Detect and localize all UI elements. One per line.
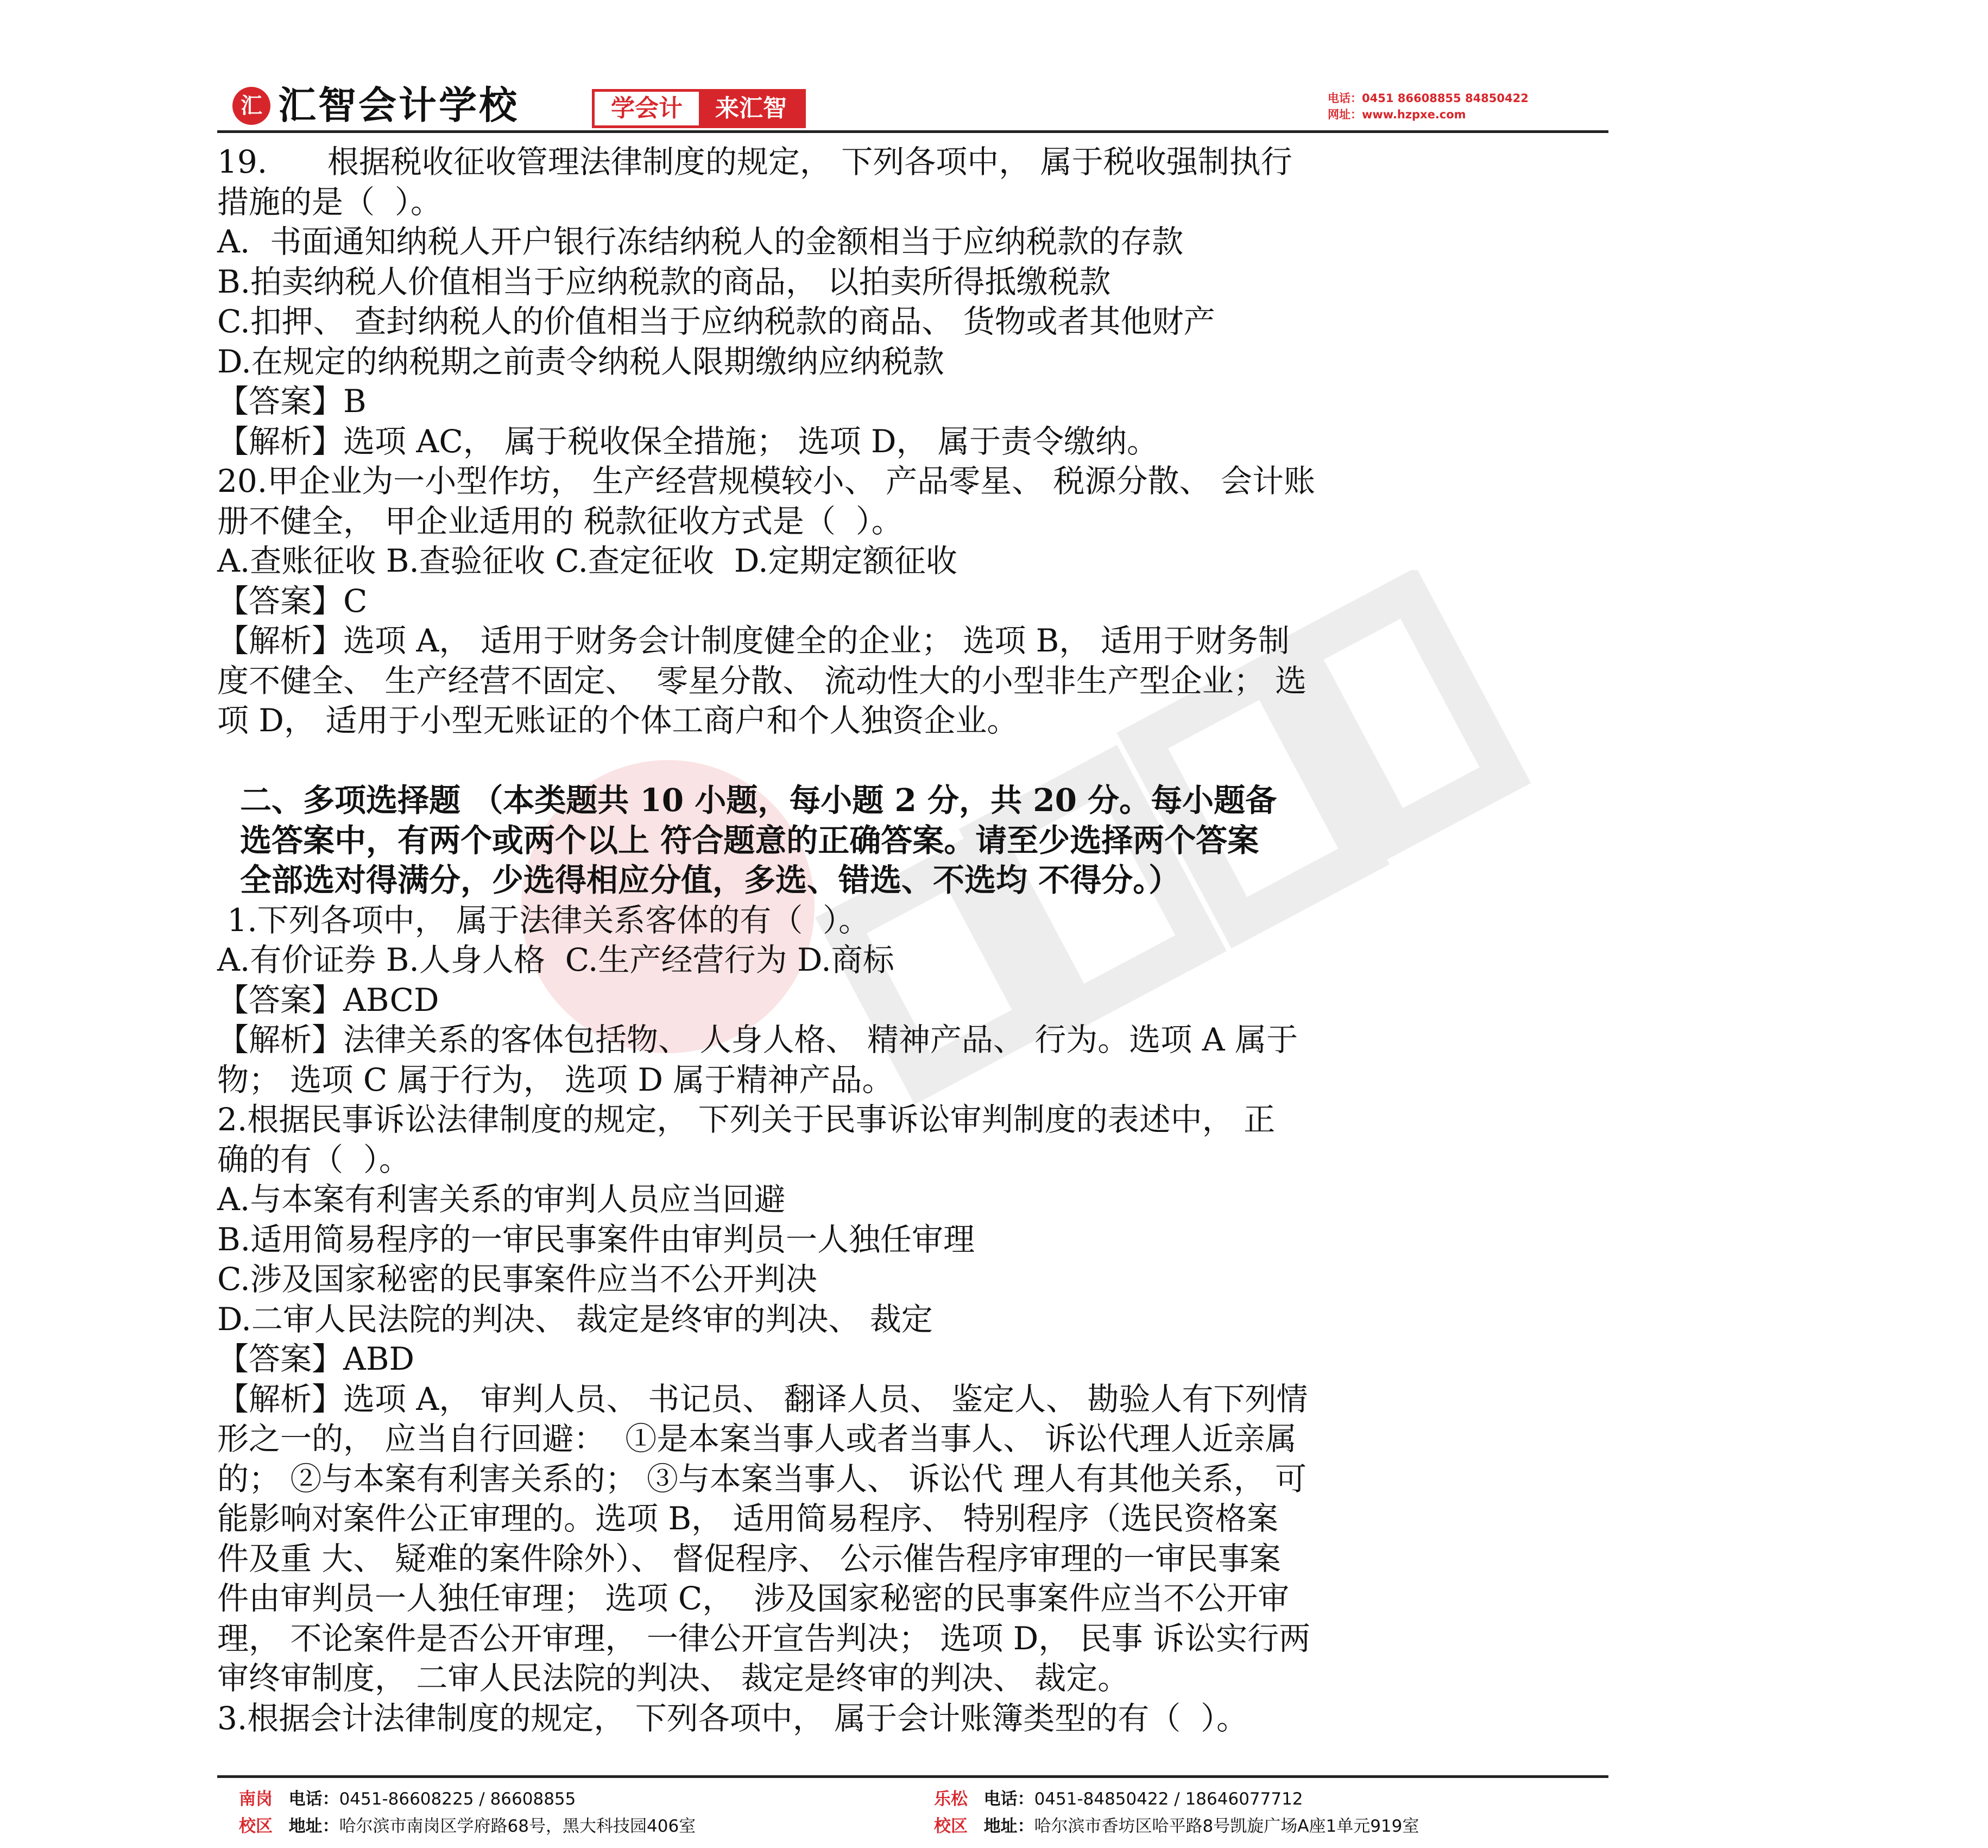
text-line: 件由审判员一人独任审理； 选项 C， 涉及国家秘密的民事案件应当不公开审 bbox=[217, 1580, 1290, 1617]
text-line: 【答案】ABD bbox=[217, 1340, 415, 1377]
text-line: 1.下列各项中， 属于法律关系客体的有（ ）。 bbox=[217, 901, 870, 939]
text-line: 【解析】法律关系的客体包括物、 人身人格、 精神产品、 行为。选项 A 属于 bbox=[217, 1021, 1298, 1058]
page-footer bbox=[217, 1785, 1608, 1839]
logo-icon: 汇 bbox=[232, 87, 270, 125]
text-line: 2.根据民事诉讼法律制度的规定， 下列关于民事诉讼审判制度的表述中， 正 bbox=[217, 1101, 1276, 1138]
text-line: 19. 根据税收征收管理法律制度的规定， 下列各项中， 属于税收强制执行 bbox=[217, 143, 1292, 180]
slogan-left: 学会计 bbox=[595, 92, 699, 125]
campus2-addr-label: 地址： bbox=[983, 1817, 1034, 1836]
section-heading-line: 选答案中，有两个或两个以上 符合题意的正确答案。请至少选择两个答案 bbox=[240, 821, 1259, 859]
text-line: 形之一的， 应当自行回避： ①是本案当事人或者当事人、 诉讼代理人近亲属 bbox=[217, 1420, 1297, 1457]
campus2-address: 哈尔滨市香坊区哈平路8号凯旋广场A座1单元919室 bbox=[1034, 1817, 1419, 1836]
text-line: 物； 选项 C 属于行为， 选项 D 属于精神产品。 bbox=[217, 1061, 894, 1098]
text-line: A. 书面通知纳税人开户银行冻结纳税人的金额相当于应纳税款的存款 bbox=[217, 223, 1184, 260]
text-line: A.有价证券 B.人身人格 C.生产经营行为 D.商标 bbox=[217, 941, 894, 978]
campus1-phone-label: 电话： bbox=[288, 1789, 339, 1809]
text-line: D.在规定的纳税期之前责令纳税人限期缴纳应纳税款 bbox=[217, 343, 944, 380]
text-line: C.涉及国家秘密的民事案件应当不公开判决 bbox=[217, 1261, 817, 1298]
text-line: 确的有（ ）。 bbox=[217, 1141, 411, 1178]
text-line: 审终审制度， 二审人民法院的判决、 裁定是终审的判决、 裁定。 bbox=[217, 1660, 1129, 1697]
campus1-addr-label: 地址： bbox=[288, 1817, 339, 1836]
campus2-name-bottom: 校区 bbox=[934, 1817, 968, 1836]
campus2-phone: 0451-84850422 / 18646077712 bbox=[1034, 1789, 1303, 1809]
text-line: 度不健全、 生产经营不固定、 零星分散、 流动性大的小型非生产型企业； 选 bbox=[217, 662, 1307, 699]
header-phone: 电话：0451 86608855 84850422 bbox=[1328, 92, 1529, 105]
text-line: A.查账征收 B.查验征收 C.查定征收 D.定期定额征收 bbox=[217, 542, 957, 579]
text-line: 【答案】C bbox=[217, 582, 368, 619]
text-line: 【答案】ABCD bbox=[217, 981, 439, 1018]
section-heading-line: 二、多项选择题 （本类题共 10 小题，每小题 2 分，共 20 分。每小题备 bbox=[240, 782, 1277, 819]
slogan-right: 来汇智 bbox=[699, 92, 803, 125]
text-line: 【解析】选项 A， 审判人员、 书记员、 翻译人员、 鉴定人、 勘验人有下列情 bbox=[217, 1380, 1308, 1417]
header-rule bbox=[217, 130, 1608, 133]
text-line: C.扣押、 查封纳税人的价值相当于应纳税款的商品、 货物或者其他财产 bbox=[217, 303, 1215, 340]
campus1-phone: 0451-86608225 / 86608855 bbox=[339, 1789, 576, 1809]
campus1-address: 哈尔滨市南岗区学府路68号，黑大科技园406室 bbox=[339, 1817, 696, 1836]
text-line: B.拍卖纳税人价值相当于应纳税款的商品， 以拍卖所得抵缴税款 bbox=[217, 263, 1111, 300]
text-line: D.二审人民法院的判决、 裁定是终审的判决、 裁定 bbox=[217, 1300, 933, 1338]
footer-rule bbox=[217, 1775, 1608, 1778]
header-website: 网址：www.hzpxe.com bbox=[1328, 108, 1466, 121]
campus1-name-bottom: 校区 bbox=[239, 1817, 273, 1836]
text-line: 【解析】选项 A， 适用于财务会计制度健全的企业； 选项 B， 适用于财务制 bbox=[217, 622, 1290, 659]
text-line: 册不健全， 甲企业适用的 税款征收方式是（ ）。 bbox=[217, 502, 903, 540]
page-header bbox=[217, 81, 1607, 130]
text-line: 【答案】B bbox=[217, 383, 367, 420]
school-name: 汇智会计学校 bbox=[278, 83, 519, 128]
campus2-name-top: 乐松 bbox=[934, 1789, 968, 1809]
text-line: 件及重 大、 疑难的案件除外）、 督促程序、 公示催告程序审理的一审民事案 bbox=[217, 1540, 1281, 1577]
header-contact bbox=[1328, 90, 1529, 123]
section-heading-line: 全部选对得满分，少选得相应分值，多选、错选、不选均 不得分。） bbox=[240, 862, 1181, 898]
text-line: 【解析】选项 AC， 属于税收保全措施； 选项 D， 属于责令缴纳。 bbox=[217, 422, 1158, 460]
text-line: 能影响对案件公正审理的。选项 B， 适用简易程序、 特别程序（选民资格案 bbox=[217, 1500, 1278, 1537]
text-line: 的； ②与本案有利害关系的； ③与本案当事人、 诉讼代 理人有其他关系， 可 bbox=[217, 1460, 1307, 1497]
campus1-name-top: 南岗 bbox=[239, 1789, 273, 1809]
campus2-phone-label: 电话： bbox=[983, 1789, 1034, 1809]
slogan-badge bbox=[592, 89, 806, 128]
text-line: 措施的是（ ）。 bbox=[217, 183, 442, 220]
text-line: 项 D， 适用于小型无账证的个体工商户和个人独资企业。 bbox=[217, 702, 1019, 739]
text-line: 理， 不论案件是否公开审理， 一律公开宣告判决； 选项 D， 民事 诉讼实行两 bbox=[217, 1619, 1311, 1657]
text-line: 20.甲企业为一小型作坊， 生产经营规模较小、 产品零星、 税源分散、 会计账 bbox=[217, 463, 1315, 499]
text-line: A.与本案有利害关系的审判人员应当回避 bbox=[217, 1181, 786, 1218]
spacer bbox=[217, 741, 1792, 781]
document-body bbox=[217, 142, 1792, 1738]
text-line: B.适用简易程序的一审民事案件由审判员一人独任审理 bbox=[217, 1220, 975, 1258]
text-line: 3.根据会计法律制度的规定， 下列各项中， 属于会计账簿类型的有（ ）。 bbox=[217, 1699, 1248, 1737]
